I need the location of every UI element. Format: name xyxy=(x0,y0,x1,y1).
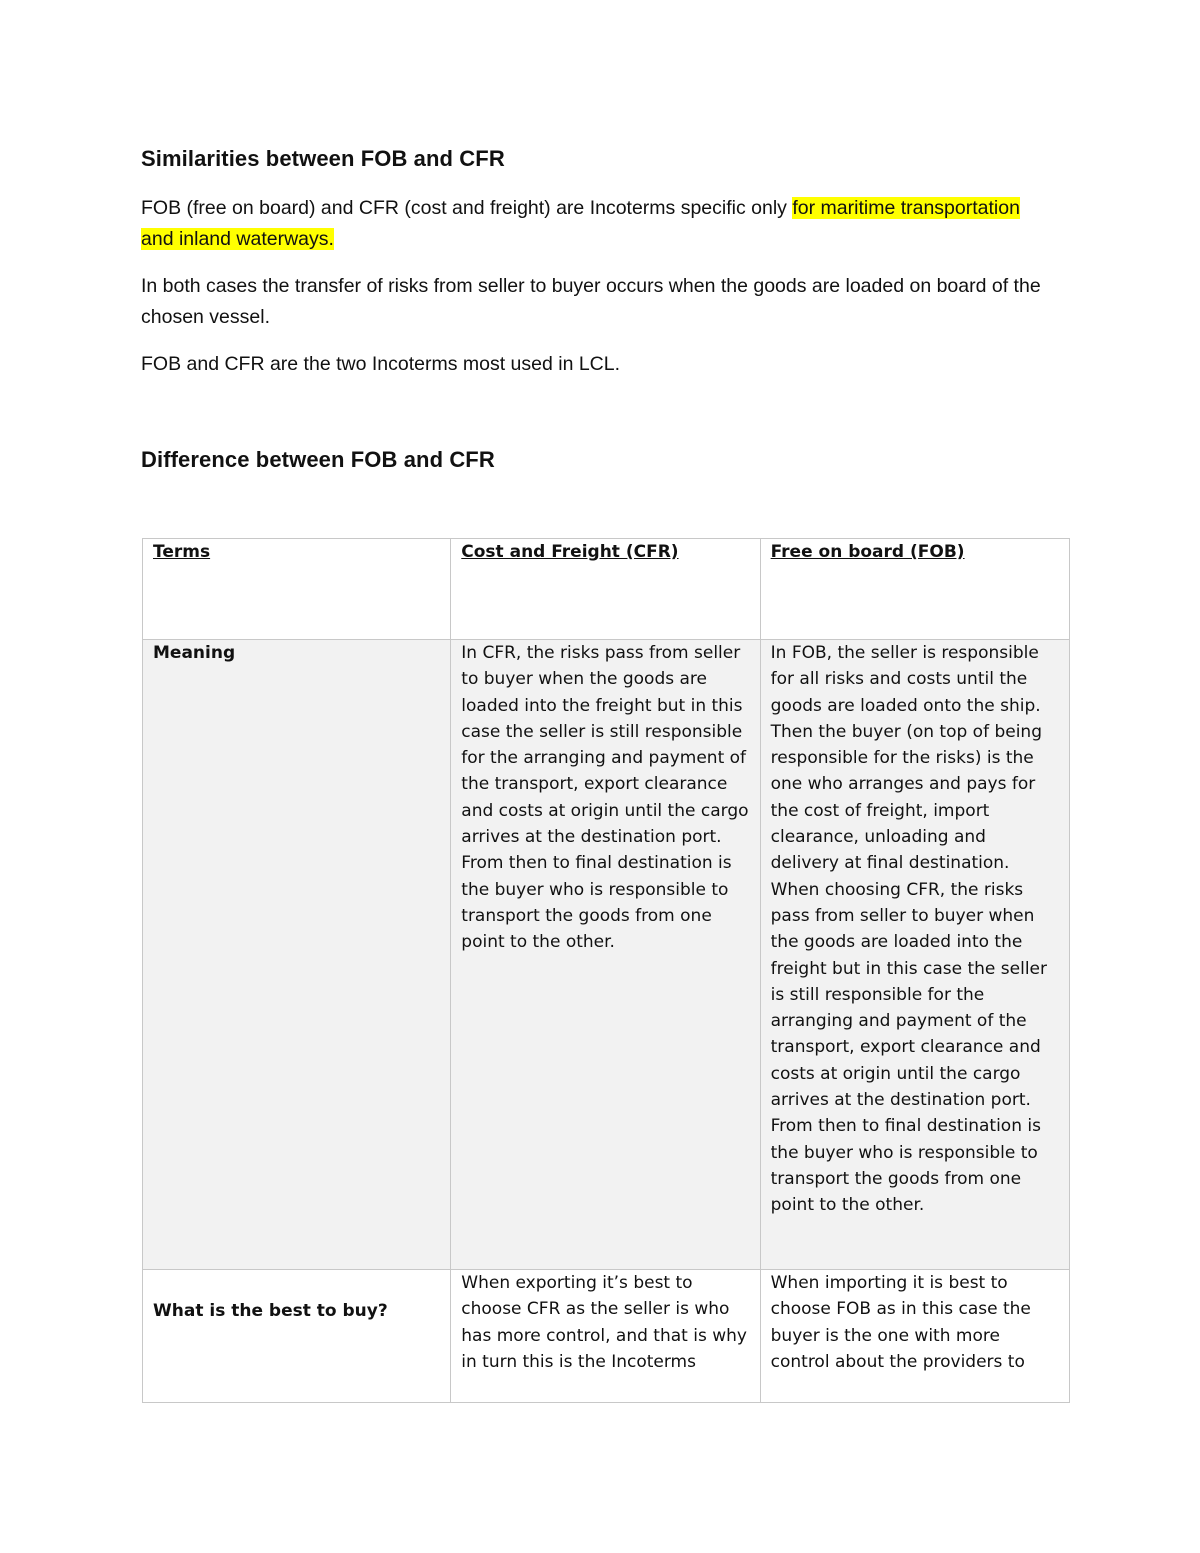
table-row-meaning xyxy=(143,640,1070,1270)
header-fob: Free on board (FOB) xyxy=(760,539,1069,640)
cell-fob-best-to-buy-text: When importing it is best to choose FOB as in this case the buyer is the one with more control about the providers to xyxy=(770,1273,1031,1372)
header-terms: Terms xyxy=(143,539,451,640)
cell-term-best-to-buy: What is the best to buy? xyxy=(143,1270,451,1403)
cell-fob-meaning: In FOB, the seller is responsible for all risks and costs until the goods are loaded onto the ship. Then the buyer (on top of being responsible for the risks) is the one who arranges and pays for the cost of freight, import clearance, unloading and delivery at final destination. When choosing CFR, the risks pass from seller to buyer when the goods are loaded into the freight but in this case the seller is still responsible for the arranging and payment of the transport, export clearance and costs at origin until the cargo arrives at the destination port. From then to final destination is the buyer who is responsible to transport the goods from one point to the other. xyxy=(760,640,1069,1270)
table-row-best-to-buy xyxy=(143,1270,1070,1403)
header-cfr: Cost and Freight (CFR) xyxy=(451,539,760,640)
paragraph-risk-transfer: In both cases the transfer of risks from seller to buyer occurs when the goods are loaded on board of the chosen vessel. xyxy=(141,275,1041,328)
similarities-heading: Similarities between FOB and CFR xyxy=(141,146,505,171)
cell-term-meaning: Meaning xyxy=(143,640,451,1270)
difference-heading: Difference between FOB and CFR xyxy=(141,447,495,472)
cell-cfr-best-to-buy xyxy=(451,1270,760,1403)
cell-fob-best-to-buy xyxy=(760,1270,1069,1403)
cell-cfr-best-to-buy-text: When exporting it’s best to choose CFR as the seller is who has more control, and that is why in turn this is the Incoterms xyxy=(461,1273,747,1372)
cell-cfr-meaning: In CFR, the risks pass from seller to buyer when the goods are loaded into the freight but in this case the seller is still responsible for the arranging and payment of the transport, export clearance and costs at origin until the cargo arrives at the destination port. From then to final destination is the buyer who is responsible to transport the goods from one point to the other. xyxy=(451,640,760,1270)
paragraph-incoterms-scope xyxy=(141,193,1041,255)
paragraph-lcl-usage: FOB and CFR are the two Incoterms most used in LCL. xyxy=(141,353,621,375)
highlighted-text: for maritime transportation and inland waterways. xyxy=(141,197,1020,250)
table-header-row xyxy=(143,539,1070,640)
comparison-table xyxy=(142,538,1070,1403)
paragraph-incoterms-scope-text: FOB (free on board) and CFR (cost and freight) are Incoterms specific only xyxy=(141,197,793,219)
